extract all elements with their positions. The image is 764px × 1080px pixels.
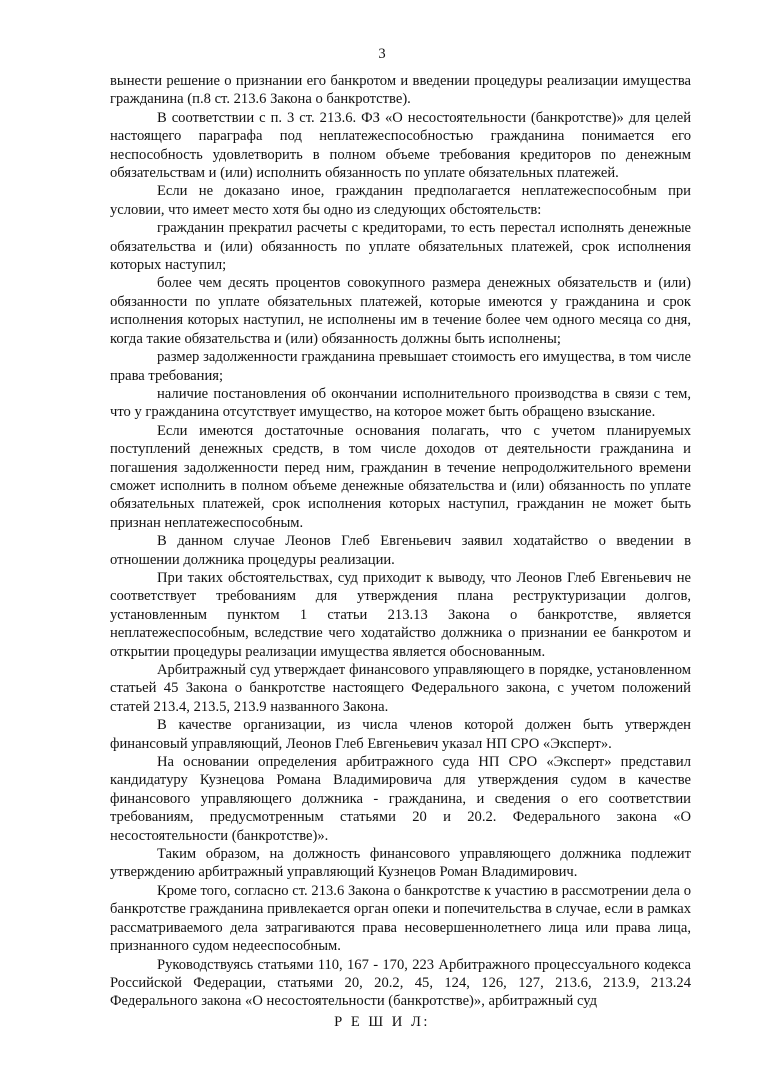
paragraph: Если не доказано иное, гражданин предполагается неплатежеспособным при условии, что имеет место хотя бы одно из следующих обстоятельств: — [110, 183, 691, 218]
paragraph: Арбитражный суд утверждает финансового управляющего в порядке, установленном статьей 45 Закона о банкротстве настоящего Федерального закона, с учетом положений статей 213.4, 213.5, 213.9 названного Закона. — [110, 662, 691, 715]
paragraph: Руководствуясь статьями 110, 167 - 170, 223 Арбитражного процессуального кодекса Российской Федерации, статьями 20, 20.2, 45, 124, 126, 127, 213.6, 213.9, 213.24 Федерального закона «О несостоятельности (банкротстве)», арбитражный суд — [110, 956, 691, 1010]
paragraph: гражданин прекратил расчеты с кредиторами, то есть перестал исполнять денежные обязательства и (или) обязанность по уплате обязательных платежей, срок исполнения которых наступил; — [110, 220, 691, 274]
paragraph: Если имеются достаточные основания полагать, что с учетом планируемых поступлений денежных средств, в том числе доходов от деятельности гражданина и погашения задолженности перед ним, гражданин в течение непродолжительного времени сможет исполнить в полном объеме денежные обязательства и (или) обязанность по уплате обязательных платежей, срок исполнения которых наступил, гражданин не может быть признан неплатежеспособным. — [110, 422, 691, 531]
paragraph: На основании определения арбитражного суда НП СРО «Эксперт» представил кандидатуру Кузнецова Романа Владимировича для утверждения судом в качестве финансового управляющего должника - гражданина, и сведения о его соответствии требованиям, предусмотренным статьями 20 и 20.2. Федерального закона «О несостоятельности (банкротстве)». — [110, 754, 691, 844]
document-body — [110, 72, 691, 1011]
paragraph: размер задолженности гражданина превышает стоимость его имущества, в том числе права требования; — [110, 349, 691, 384]
paragraph: В соответствии с п. 3 ст. 213.6. ФЗ «О несостоятельности (банкротстве)» для целей настоящего параграфа под неплатежеспособностью гражданина понимается его неспособность удовлетворить в полном объеме требования кредиторов по денежным обязательствам и (или) исполнить обязанность по уплате обязательных платежей. — [110, 109, 691, 182]
paragraph: наличие постановления об окончании исполнительного производства в связи с тем, что у гражданина отсутствует имущество, на которое может быть обращено взыскание. — [110, 385, 691, 421]
paragraph: В качестве организации, из числа членов которой должен быть утвержден финансовый управляющий, Леонов Глеб Евгеньевич указал НП СРО «Эксперт». — [110, 717, 691, 752]
page-number: 3 — [378, 46, 386, 62]
decision-heading: Р Е Ш И Л: — [334, 1014, 430, 1030]
paragraph: При таких обстоятельствах, суд приходит к выводу, что Леонов Глеб Евгеньевич не соответствует требованиям для утверждения плана реструктуризации долгов, установленным пунктом 1 статьи 213.13 Закона о банкротстве, является неплатежеспособным, вследствие чего ходатайство должника о признании ее банкротом и открытии процедуры реализации имущества является обоснованным. — [110, 569, 691, 660]
paragraph: Таким образом, на должность финансового управляющего должника подлежит утверждению арбитражный управляющий Кузнецов Роман Владимирович. — [110, 846, 691, 881]
paragraph: В данном случае Леонов Глеб Евгеньевич заявил ходатайство о введении в отношении должника процедуры реализации. — [110, 533, 691, 568]
paragraph: более чем десять процентов совокупного размера денежных обязательств и (или) обязанности по уплате обязательных платежей, которые имеются у гражданина и срок исполнения которых наступил, не исполнены им в течение более чем одного месяца со дня, когда такие обязательства и (или) обязанность должны быть исполнены; — [110, 275, 691, 347]
paragraph: вынести решение о признании его банкротом и введении процедуры реализации имущества гражданина (п.8 ст. 213.6 Закона о банкротстве). — [110, 73, 691, 108]
paragraph: Кроме того, согласно ст. 213.6 Закона о банкротстве к участию в рассмотрении дела о банкротстве гражданина привлекается орган опеки и попечительства в случае, если в рамках рассматриваемого дела затрагиваются права несовершеннолетнего лица или права лица, признанного судом недееспособным. — [110, 882, 691, 955]
